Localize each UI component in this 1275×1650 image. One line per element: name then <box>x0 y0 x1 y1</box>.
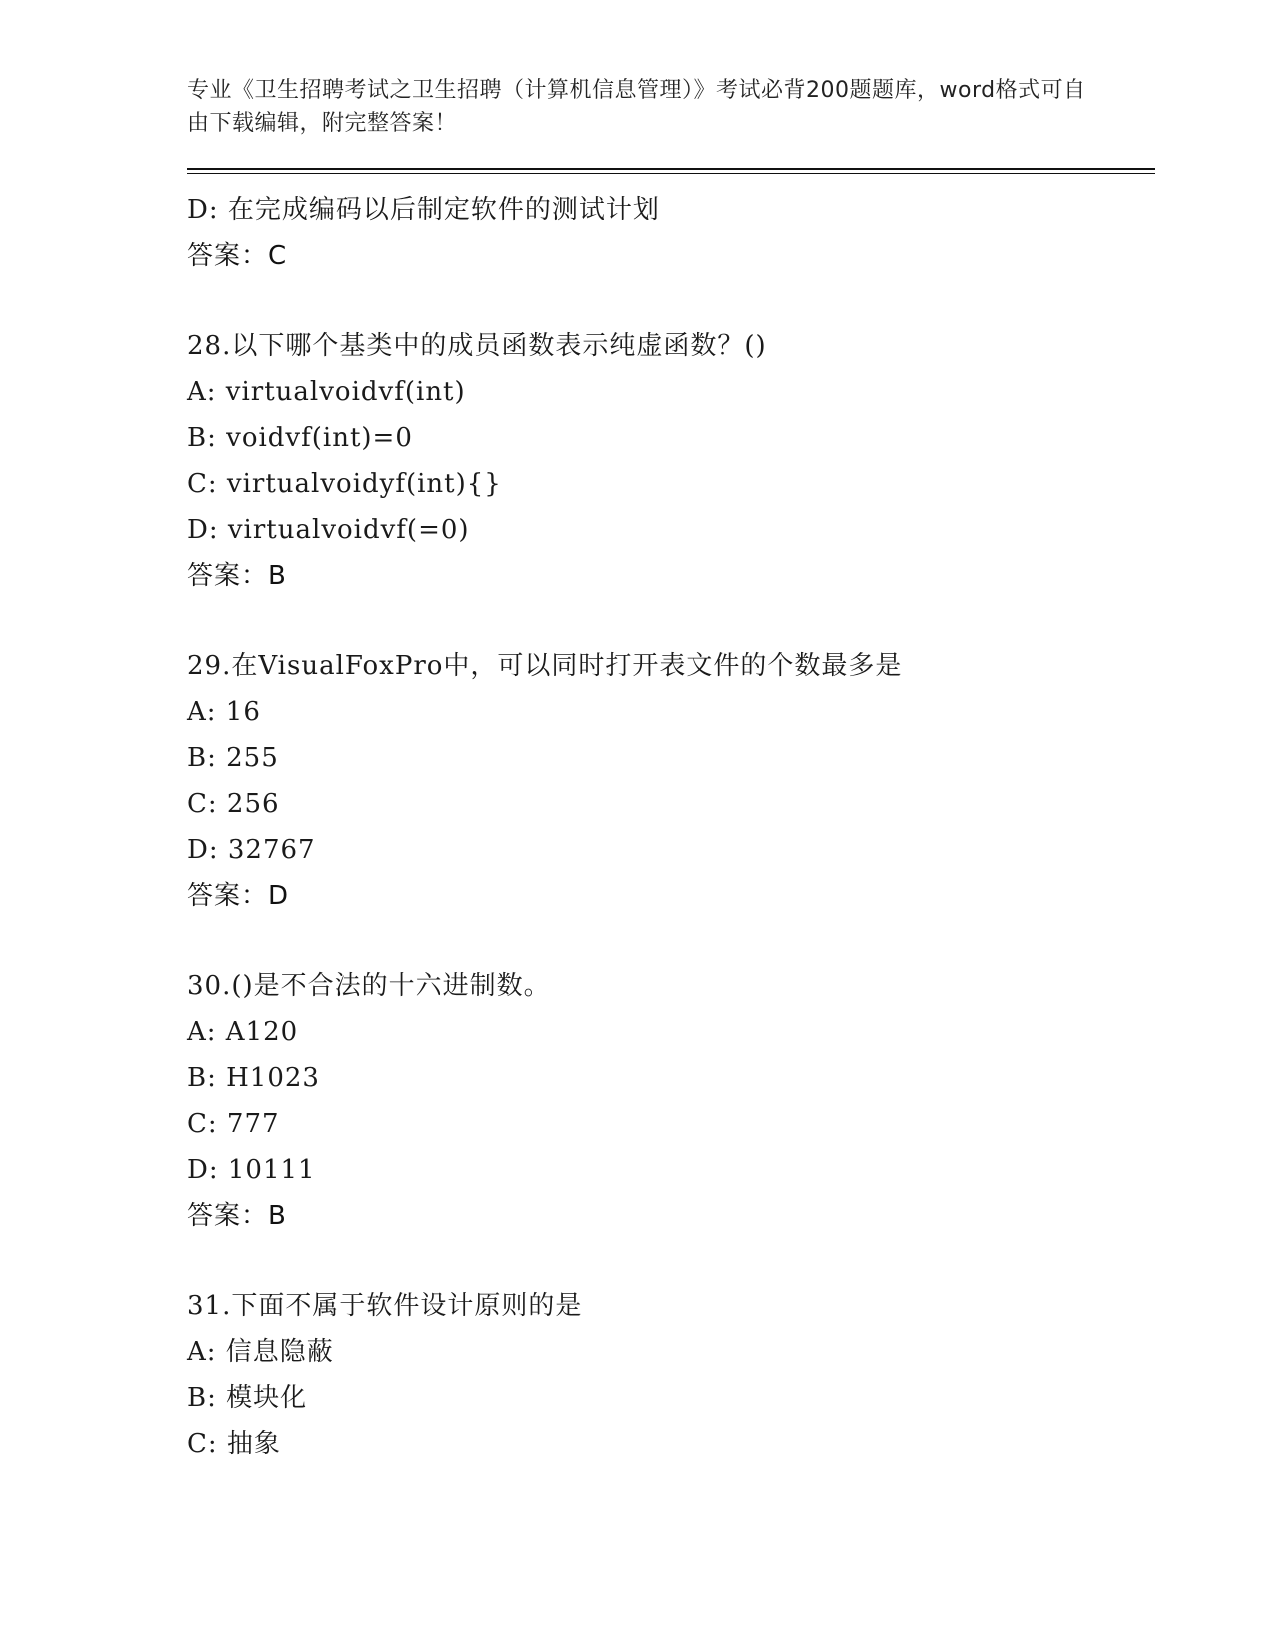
option-a: A: A120 <box>187 1017 299 1047</box>
option-d: D: 10111 <box>187 1155 316 1185</box>
divider-thick <box>187 168 1155 170</box>
question-block-27 <box>187 187 1147 279</box>
option-a: A: 信息隐蔽 <box>187 1337 334 1367</box>
document-header: 专业《卫生招聘考试之卫生招聘（计算机信息管理）》考试必背200题题库，word格式可自由下载编辑，附完整答案！ <box>187 78 1086 136</box>
option-c: C: 777 <box>187 1109 280 1139</box>
header-divider <box>187 168 1155 174</box>
answer-line: 答案：B <box>187 1201 287 1231</box>
answer-line: 答案：D <box>187 881 290 911</box>
document-page <box>187 74 1147 1467</box>
option-d: D: virtualvoidvf(=0) <box>187 515 470 545</box>
question-list <box>187 187 1147 1467</box>
option-c: C: virtualvoidyf(int){} <box>187 469 502 499</box>
option-c: C: 抽象 <box>187 1429 281 1459</box>
question-text: 28.以下哪个基类中的成员函数表示纯虚函数？() <box>187 331 767 361</box>
option-b: B: 模块化 <box>187 1383 308 1413</box>
option-d: D: 32767 <box>187 835 316 865</box>
option-b: B: 255 <box>187 743 279 773</box>
answer-line: 答案：C <box>187 241 288 271</box>
question-text: 29.在VisualFoxPro中，可以同时打开表文件的个数最多是 <box>187 651 903 681</box>
question-block-28 <box>187 323 1147 599</box>
option-a: A: 16 <box>187 697 261 727</box>
option-a: A: virtualvoidvf(int) <box>187 377 466 407</box>
question-block-29 <box>187 643 1147 919</box>
answer-line: 答案：B <box>187 561 287 591</box>
option-b: B: H1023 <box>187 1063 320 1093</box>
divider-thin <box>187 173 1155 174</box>
option-b: B: voidvf(int)=0 <box>187 423 413 453</box>
question-block-30 <box>187 963 1147 1239</box>
question-block-31 <box>187 1283 1147 1467</box>
question-text: 31.下面不属于软件设计原则的是 <box>187 1291 583 1321</box>
option-d: D: 在完成编码以后制定软件的测试计划 <box>187 195 660 225</box>
question-text: 30.()是不合法的十六进制数。 <box>187 971 551 1001</box>
option-c: C: 256 <box>187 789 280 819</box>
